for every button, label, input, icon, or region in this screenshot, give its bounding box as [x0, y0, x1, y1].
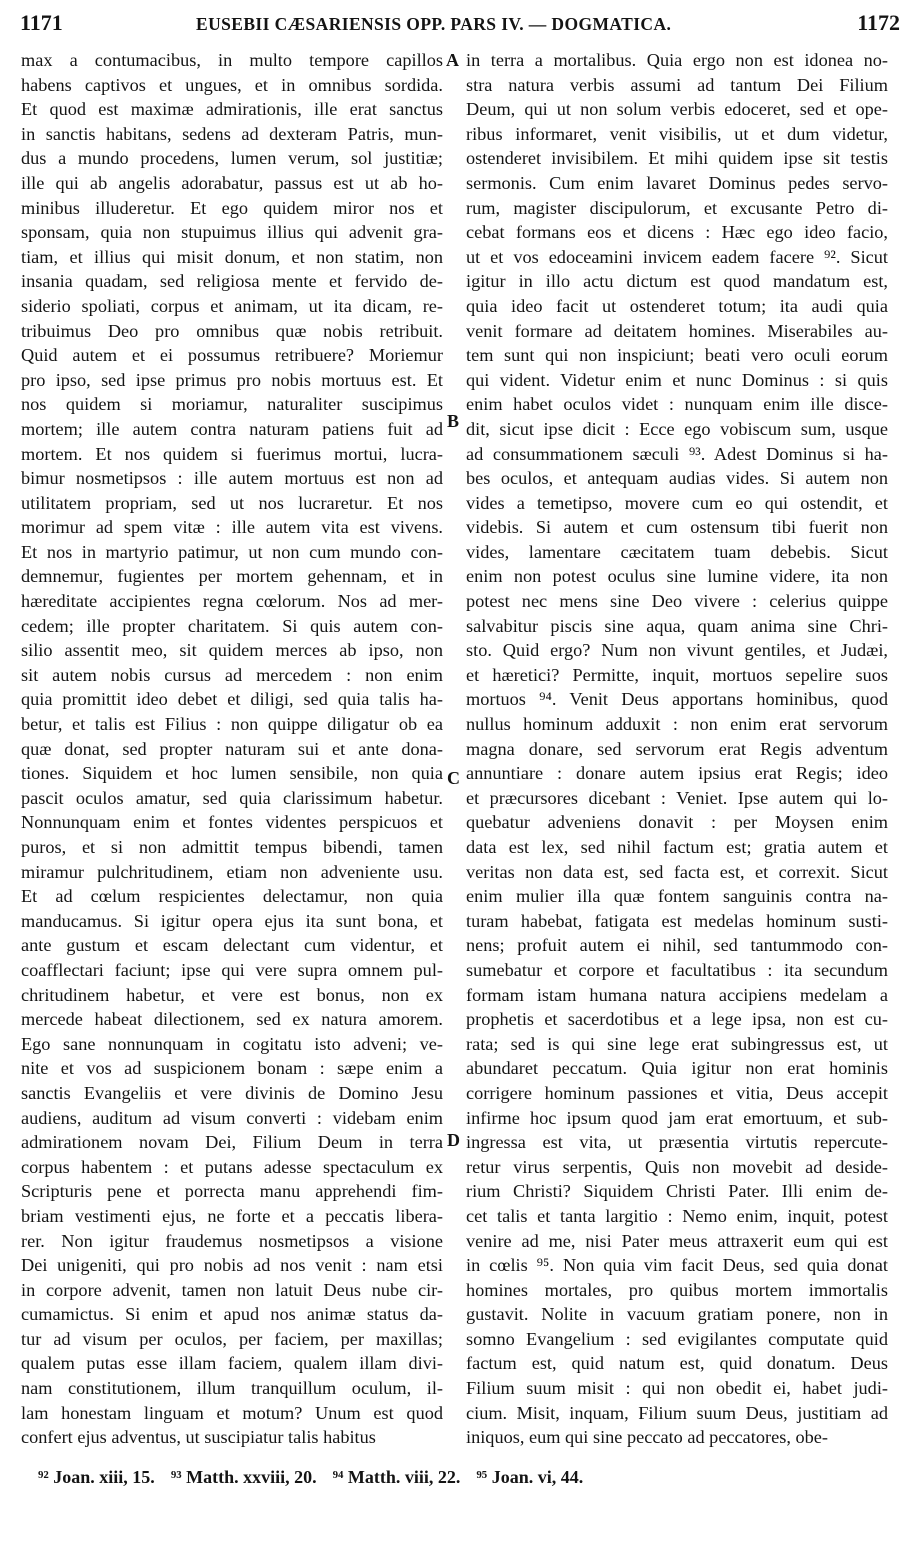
text-line: factum est, quid natum est, quid donatum. Deus	[466, 1353, 888, 1374]
footnotes	[38, 1467, 599, 1488]
text-line: Dei unigeniti, qui pro nobis ad nos venit : nam etsi	[21, 1255, 443, 1276]
text-line: tiam, et illius qui misit donum, et non statim, non	[21, 246, 443, 267]
text-line: Et nos in martyrio patimur, ut non cum mundo con-	[21, 541, 443, 562]
text-line: ante gustum et escam delectant cum videntur, et	[21, 935, 443, 956]
text-line: pro ipso, sed ipse primus pro nobis mortuus est. Et	[21, 369, 443, 390]
text-line: cebat formans eos et dicens : Hæc ego ideo facio,	[466, 222, 888, 243]
text-line: enim mulier illa quæ fontem sanguinis contra na-	[466, 886, 888, 907]
text-line: ribus informaret, venit visibilis, ut et dum videtur,	[466, 123, 888, 144]
text-line: in terra a mortalibus. Quia ergo non est idonea no-	[466, 50, 888, 70]
text-line: igitur in illo actu dictum est quod mandatum est,	[466, 271, 888, 292]
text-line: utilitatem propriam, sed ut nos lucraretur. Et nos	[21, 492, 443, 513]
text-line: chritudinem habetur, et vere est bonus, non ex	[21, 984, 443, 1005]
text-line: bes oculos, et antequam audias vides. Si autem non	[466, 468, 888, 489]
text-line: habens captivos et ungues, et in omnibus sordida.	[21, 74, 443, 95]
text-line: enim non potest oculus sine lumine videre, ita non	[466, 566, 888, 587]
text-line: mortem. Et nos quidem si fuerimus mortui, lucra-	[21, 443, 443, 464]
text-line: tem sunt qui non inspiciunt; beati vero oculi eorum	[466, 345, 888, 366]
section-marker-a: A	[446, 50, 459, 70]
text-line: pascit oculos amatur, sed quia clarissimum habetur.	[21, 787, 443, 808]
text-line: nens; profuit autem ei nihil, sed tantummodo con-	[466, 935, 888, 956]
section-marker-c: C	[447, 768, 460, 788]
text-line: miramur pulchritudinem, etiam non adveniente usu.	[21, 861, 443, 882]
text-line: admirationem novam Dei, Filium Deum in terra	[21, 1132, 443, 1153]
text-line: mercede habeat dilectionem, sed ex natura amorem.	[21, 1009, 443, 1030]
text-line: sponsam, quia non stupuimus illius qui advenit gra-	[21, 222, 443, 243]
text-line: quia promittit ideo debet et diligi, sed quia talis ha-	[21, 689, 443, 710]
text-line: rata; sed is qui sine lege erat subingressus est, ut	[466, 1033, 888, 1054]
text-line: gustavit. Nolite in vacuum gratiam ponere, non in	[466, 1304, 888, 1325]
text-line: potest nec mens sine Deo vivere : celerius quippe	[466, 591, 888, 612]
text-line: Nonnunquam enim et fontes videntes perspicuos et	[21, 812, 443, 833]
text-line: sermonis. Cum enim lavaret Dominus pedes servo-	[466, 172, 888, 193]
text-line: stra natura verbis assumi ad tantum Dei Filium	[466, 74, 888, 95]
text-line: infirme hoc ipsum quod jam erat emortuum, et sub-	[466, 1107, 888, 1128]
text-line: in sanctis habitans, sedens ad dexteram Patris, mun-	[21, 123, 443, 144]
page-number-right: 1172	[857, 10, 900, 35]
text-line: magna donare, sed servorum erat Regis adventum	[466, 738, 888, 759]
text-line: tribuimus Deo pro omnibus quæ nobis retribuit.	[21, 320, 443, 341]
text-line: nite et vos ad suspicionem bonam : sæpe enim a	[21, 1058, 443, 1079]
text-line: Et ad cœlum respicientes delectamur, non quia	[21, 886, 443, 907]
text-line: nam constitutionem, illum tranquillum oculum, il-	[21, 1378, 443, 1399]
text-line: mortem; ille autem contra naturam patiens fuit ad	[21, 418, 443, 439]
text-line: Ego sane nonnunquam in cogitatu isto adveni; ve-	[21, 1033, 443, 1054]
text-line: manducamus. Si igitur opera ejus ita sunt bona, et	[21, 910, 443, 931]
text-line: max a contumacibus, in multo tempore capillos	[21, 50, 443, 70]
page-number-left: 1171	[20, 10, 63, 35]
text-line: rum, magister discipulorum, et excusante Petro di-	[466, 197, 888, 218]
text-line: ille qui ab angelis adorabatur, passus est ut ab ho-	[21, 172, 443, 193]
text-line: qui vident. Videtur enim et nunc Dominus : si quis	[466, 369, 888, 390]
running-title: EUSEBII CÆSARIENSIS OPP. PARS IV. — DOGMATICA.	[196, 14, 672, 34]
text-line: silio assentit meo, sit quidem merces ab ipso, non	[21, 640, 443, 661]
text-line: briam vestimenti ejus, ne forte et a peccatis libera-	[21, 1205, 443, 1226]
text-line: somno Evangelium : sed evigilantes computate quid	[466, 1328, 888, 1349]
text-line: vides, lamentare cæcitatem tuam debebis. Sicut	[466, 541, 888, 562]
text-line: ad consummationem sæculi ⁹³. Adest Dominus si ha-	[466, 443, 888, 464]
text-line: betur, et talis est Filius : non quippe diligatur ob ea	[21, 714, 443, 735]
text-line: venire ad me, nisi Pater meus attraxerit eum qui est	[466, 1230, 888, 1251]
text-line: rer. Non igitur fraudemus nosmetipsos a visione	[21, 1230, 443, 1251]
text-line: lam honestam linguam et motum? Unum est quod	[21, 1402, 443, 1423]
text-line: enim habet oculos videt : nunquam enim ille disce-	[466, 394, 888, 415]
section-marker-d: D	[447, 1130, 460, 1150]
text-line: et præcursores dicebant : Veniet. Ipse autem qui lo-	[466, 787, 888, 808]
page-header	[20, 10, 900, 40]
text-line: Et quod est maximæ admirationis, ille erat sanctus	[21, 99, 443, 120]
text-line: minibus illuderetur. Et ego quidem miror nos et	[21, 197, 443, 218]
text-line: corpus habentem : et putans adesse spectaculum ex	[21, 1156, 443, 1177]
text-line: insania quadam, sed religiosa mente et fervido de-	[21, 271, 443, 292]
text-line: abundaret peccatum. Quia igitur non erat hominis	[466, 1058, 888, 1079]
text-line: sumebatur et corpore et facultatibus : ita secundum	[466, 959, 888, 980]
footnote: ⁹⁵ Joan. vi, 44.	[476, 1467, 584, 1487]
text-line: quæ donat, sed propter naturam sui et ante dona-	[21, 738, 443, 759]
text-line: et hæretici? Permitte, inquit, mortuos sepelire suos	[466, 664, 888, 685]
text-line: ingressa est vita, ut præsentia virtutis repercute-	[466, 1132, 888, 1153]
text-line: nos quidem si moriamur, naturaliter suscipimus	[21, 394, 443, 415]
text-line: data est lex, sed nihil factum est; gratia autem et	[466, 837, 888, 857]
text-line: vides a temetipso, movere cum eo qui ostendit, et	[466, 492, 888, 513]
text-line: veritas non data est, sed facta est, et correxit. Sicut	[466, 861, 888, 882]
text-line: videbis. Si autem et cum ostensum tibi fuerit non	[466, 517, 888, 538]
text-line: mortuos ⁹⁴. Venit Deus apportans hominibus, quod	[466, 689, 888, 710]
text-line: rium Christi? Siquidem Christi Pater. Illi enim de-	[466, 1181, 888, 1202]
text-line: coafflectari faciunt; ipse qui vere supra omnem pul-	[21, 959, 443, 980]
text-line: tur ad visum per oculos, per faciem, per maxillas;	[21, 1328, 443, 1349]
text-line: demnemur, fugientes per mortem gehennam, et in	[21, 566, 443, 587]
text-line: bimur nosmetipsos : ille autem mortuus est non ad	[21, 468, 443, 489]
text-line: Quid autem et ei possumus retribuere? Moriemur	[21, 345, 443, 366]
text-line: dus a mundo procedens, lumen verum, sol justitiæ;	[21, 148, 443, 169]
text-line: ostenderet invisibilem. Et mihi quidem ipse sit testis	[466, 148, 888, 169]
text-line: sto. Quid ergo? Num non vivunt gentiles, et Judæi,	[466, 640, 888, 661]
left-column	[21, 48, 443, 1450]
text-line: venit formare ad deitatem homines. Miserabiles au-	[466, 320, 888, 341]
text-line: dit, sicut ipse dicit : Ecce ego vobiscum sum, usque	[466, 418, 888, 439]
text-line: prophetis et sacerdotibus et a lege ipsa, non est cu-	[466, 1009, 888, 1030]
text-line: homines mortales, pro quibus mortem immortalis	[466, 1279, 888, 1300]
text-line: in corpore advenit, tamen non latuit Deus nube cir-	[21, 1279, 443, 1300]
text-line: tiones. Siquidem et hoc lumen sensibile, non quia	[21, 763, 443, 784]
text-line: quia ideo facit ut ostenderet totum; ita audi quia	[466, 295, 888, 316]
text-line: Deum, qui ut non solum verbis edoceret, sed et ope-	[466, 99, 888, 120]
text-line: annuntiare : donare autem ipsius erat Regis; ideo	[466, 763, 888, 784]
text-line: nullus hominum adduxit : non enim erat servorum	[466, 714, 888, 735]
text-line: puros, et si non admittit tempus bibendi, tamen	[21, 837, 443, 857]
footnote: ⁹⁴ Matth. viii, 22.	[332, 1467, 461, 1487]
text-line: cet talis et tanta largitio : Nemo enim, inquit, potest	[466, 1205, 888, 1226]
footnote: ⁹² Joan. xiii, 15.	[38, 1467, 155, 1487]
section-marker-b: B	[447, 411, 460, 431]
text-line: cium. Misit, inquam, Filium suum Deus, justitiam ad	[466, 1402, 888, 1423]
text-line: corrigere hominum passiones et vitia, Deus accepit	[466, 1082, 888, 1103]
text-line: hæreditate accipientes regna cœlorum. Nos ad mer-	[21, 591, 443, 612]
text-line: siderio spoliati, corpus et animam, ut ita dicam, re-	[21, 295, 443, 316]
text-line: quebatur adveniens donavit : per Moysen enim	[466, 812, 888, 833]
text-line: in cœlis ⁹⁵. Non quia vim facit Deus, sed quia donat	[466, 1255, 888, 1276]
text-line: cedem; ille propter charitatem. Si quis autem con-	[21, 615, 443, 636]
text-line: audiens, auditum ad visum converti : videbam enim	[21, 1107, 443, 1128]
text-line: ut et vos edoceamini invicem eadem facere ⁹². Sicut	[466, 246, 888, 267]
text-line: formam istam humana natura accipiens medelam a	[466, 984, 888, 1005]
text-line: confert ejus adventus, ut suscipiatur talis habitus	[21, 1427, 376, 1448]
text-line: sanctis Evangeliis et vere divinis de Domino Jesu	[21, 1082, 443, 1103]
text-line: qualem putas esse illam faciem, qualem illam divi-	[21, 1353, 443, 1374]
text-line: Filium suum misit : qui non obedit ei, habet judi-	[466, 1378, 888, 1399]
right-column	[466, 48, 888, 1450]
text-line: salvabitur piscis sine aqua, quam anima sine Chri-	[466, 615, 888, 636]
text-line: retur virus serpentis, Quis non movebit ad deside-	[466, 1156, 888, 1177]
text-line: turam habebat, fatigata est medelas hominum susti-	[466, 910, 888, 931]
text-line: iniquos, eum qui sine peccato ad peccatores, obe-	[466, 1427, 828, 1448]
text-line: cumamictus. Si enim et apud nos animæ status da-	[21, 1304, 443, 1325]
footnote: ⁹³ Matth. xxviii, 20.	[170, 1467, 317, 1487]
text-line: Scripturis pene et porrecta manu apprehendi fim-	[21, 1181, 443, 1202]
text-line: morimur ad spem vitæ : ille autem vita est vivens.	[21, 517, 443, 538]
text-line: sit autem nobis cursus ad mercedem : non enim	[21, 664, 443, 685]
